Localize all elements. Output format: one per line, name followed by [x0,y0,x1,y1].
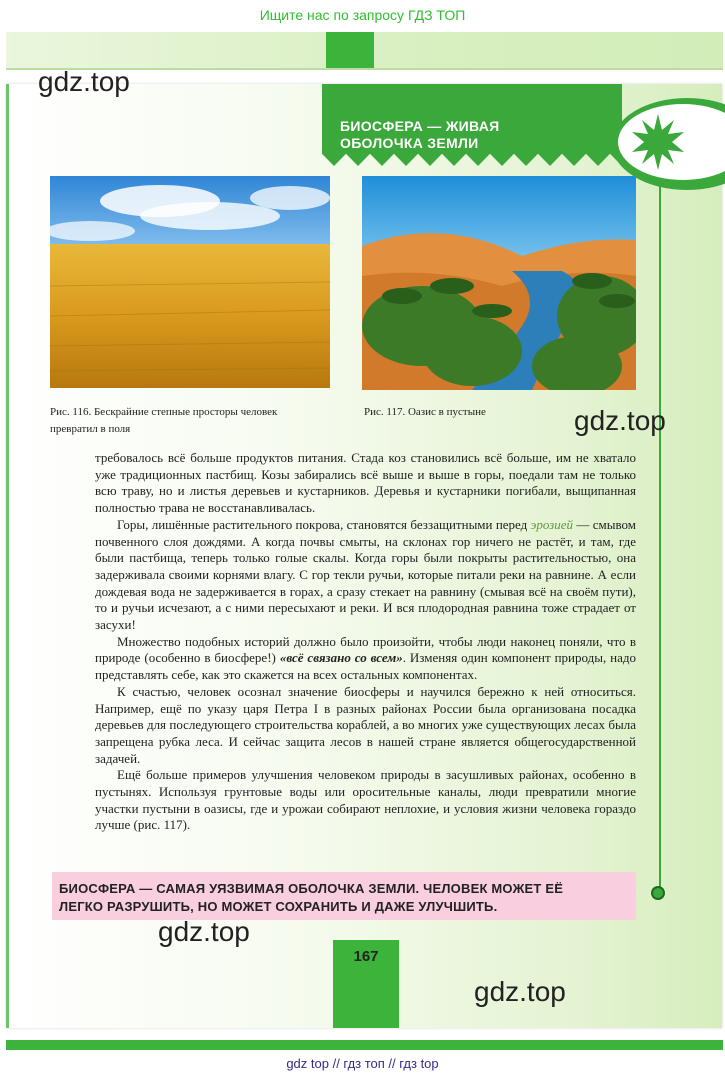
watermark-mid-right: gdz.top [574,405,666,436]
paragraph-1: требовалось всё больше продуктов питания. Стада коз становились всё больше, им не хватало уже традиционных пастбищ. Козы забирались всё выше и выше в горы, поедали там не только всю траву, но и листья деревьев и кустарников. Деревья и кустарники погибали, выщипанная полностью трава не восстанавливалась. [95,450,636,516]
previous-page-tab [326,32,374,68]
margin-line-dot [651,886,665,900]
paragraph-3-end: . Изменяя один компонент природы, надо представлять себе, как это скажется на всех остальных компонентах. [95,650,637,683]
footer-links[interactable]: gdz top // гдз топ // гдз top [286,1056,439,1071]
paragraph-2 [95,517,636,634]
key-statement-line1: БИОСФЕРА — САМАЯ УЯЗВИМАЯ ОБОЛОЧКА ЗЕМЛИ. ЧЕЛОВЕК МОЖЕТ ЕЁ [59,881,564,896]
watermark-bottom-left: gdz.top [158,916,250,947]
key-statement [59,880,639,916]
key-phrase: «всё связано со всем» [279,650,403,666]
paragraph-2-start: Горы, лишённые растительного покрова, становятся беззащитными перед [117,516,531,532]
top-banner [0,0,725,30]
term-erosion: эрозией [530,516,574,532]
page-number: 167 [353,948,379,965]
paragraph-3 [95,634,636,684]
figure-117-caption: Рис. 117. Оазис в пустыне [364,406,486,418]
top-banner-text[interactable]: Ищите нас по запросу ГДЗ ТОП [259,7,466,23]
paragraph-2-end: — смывом почвенного слоя дождями. А когда почвы смыты, на склонах гор ничего не растёт, и там, где были пастбища, теперь только голые скалы. Когда горы были покрыты растительностью, она задерживала своими корнями влагу. С гор текли ручьи, которые питали реки на равнине. А если дождевая вода не задерживается в горах, а сразу стекает на равнину (смывая всё на своём пути), то и ручьи исчезают, а с ними пересыхают и реки. И вся плодородная равнина тоже страдает от засухи! [95,516,636,633]
paragraph-3-start: Множество подобных историй должно было произойти, чтобы люди наконец поняли, что в природе (особенно в биосфере!) [95,633,636,666]
figure-116-caption [50,404,340,438]
star-icon [628,112,688,172]
figure-116-caption-line2: превратил в поля [50,423,131,435]
desert-oasis-image [362,176,636,390]
section-title-line1: БИОСФЕРА — ЖИВАЯ [340,118,500,134]
key-statement-line2: ЛЕГКО РАЗРУШИТЬ, НО МОЖЕТ СОХРАНИТЬ И ДАЖЕ УЛУЧШИТЬ. [59,899,498,914]
paragraph-4: К счастью, человек осознал значение биосферы и научился бережно к ней относиться. Например, ещё по указу царя Петра I в разных районах России была организована посадка деревьев для последующего строительства кораблей, а во многих уже существующих лесах была запрещена рубка леса. И сейчас защита лесов в нашей стране является общегосударственной задачей. [95,683,636,766]
footer-bar [0,1052,725,1082]
section-title [340,118,500,152]
margin-line [659,178,661,894]
wheat-field-image [50,176,330,388]
page-left-border [6,84,9,1028]
section-title-line2: ОБОЛОЧКА ЗЕМЛИ [340,135,479,151]
previous-page-edge [6,32,723,70]
body-text [95,450,636,834]
figure-116-caption-line1: Рис. 116. Бескрайние степные просторы человек [50,406,278,418]
next-page-edge [6,1040,723,1050]
paragraph-5: Ещё больше примеров улучшения человеком природы в засушливых районах, особенно в пустынях. Используя грунтовые воды или оросительные каналы, люди превратили многие участки пустыни в оазисы, где и урожаи собирают неплохие, и условия жизни человека гораздо лучше (рис. 117). [95,767,636,833]
watermark-top-left: gdz.top [38,66,130,97]
watermark-bottom-right: gdz.top [474,976,566,1007]
